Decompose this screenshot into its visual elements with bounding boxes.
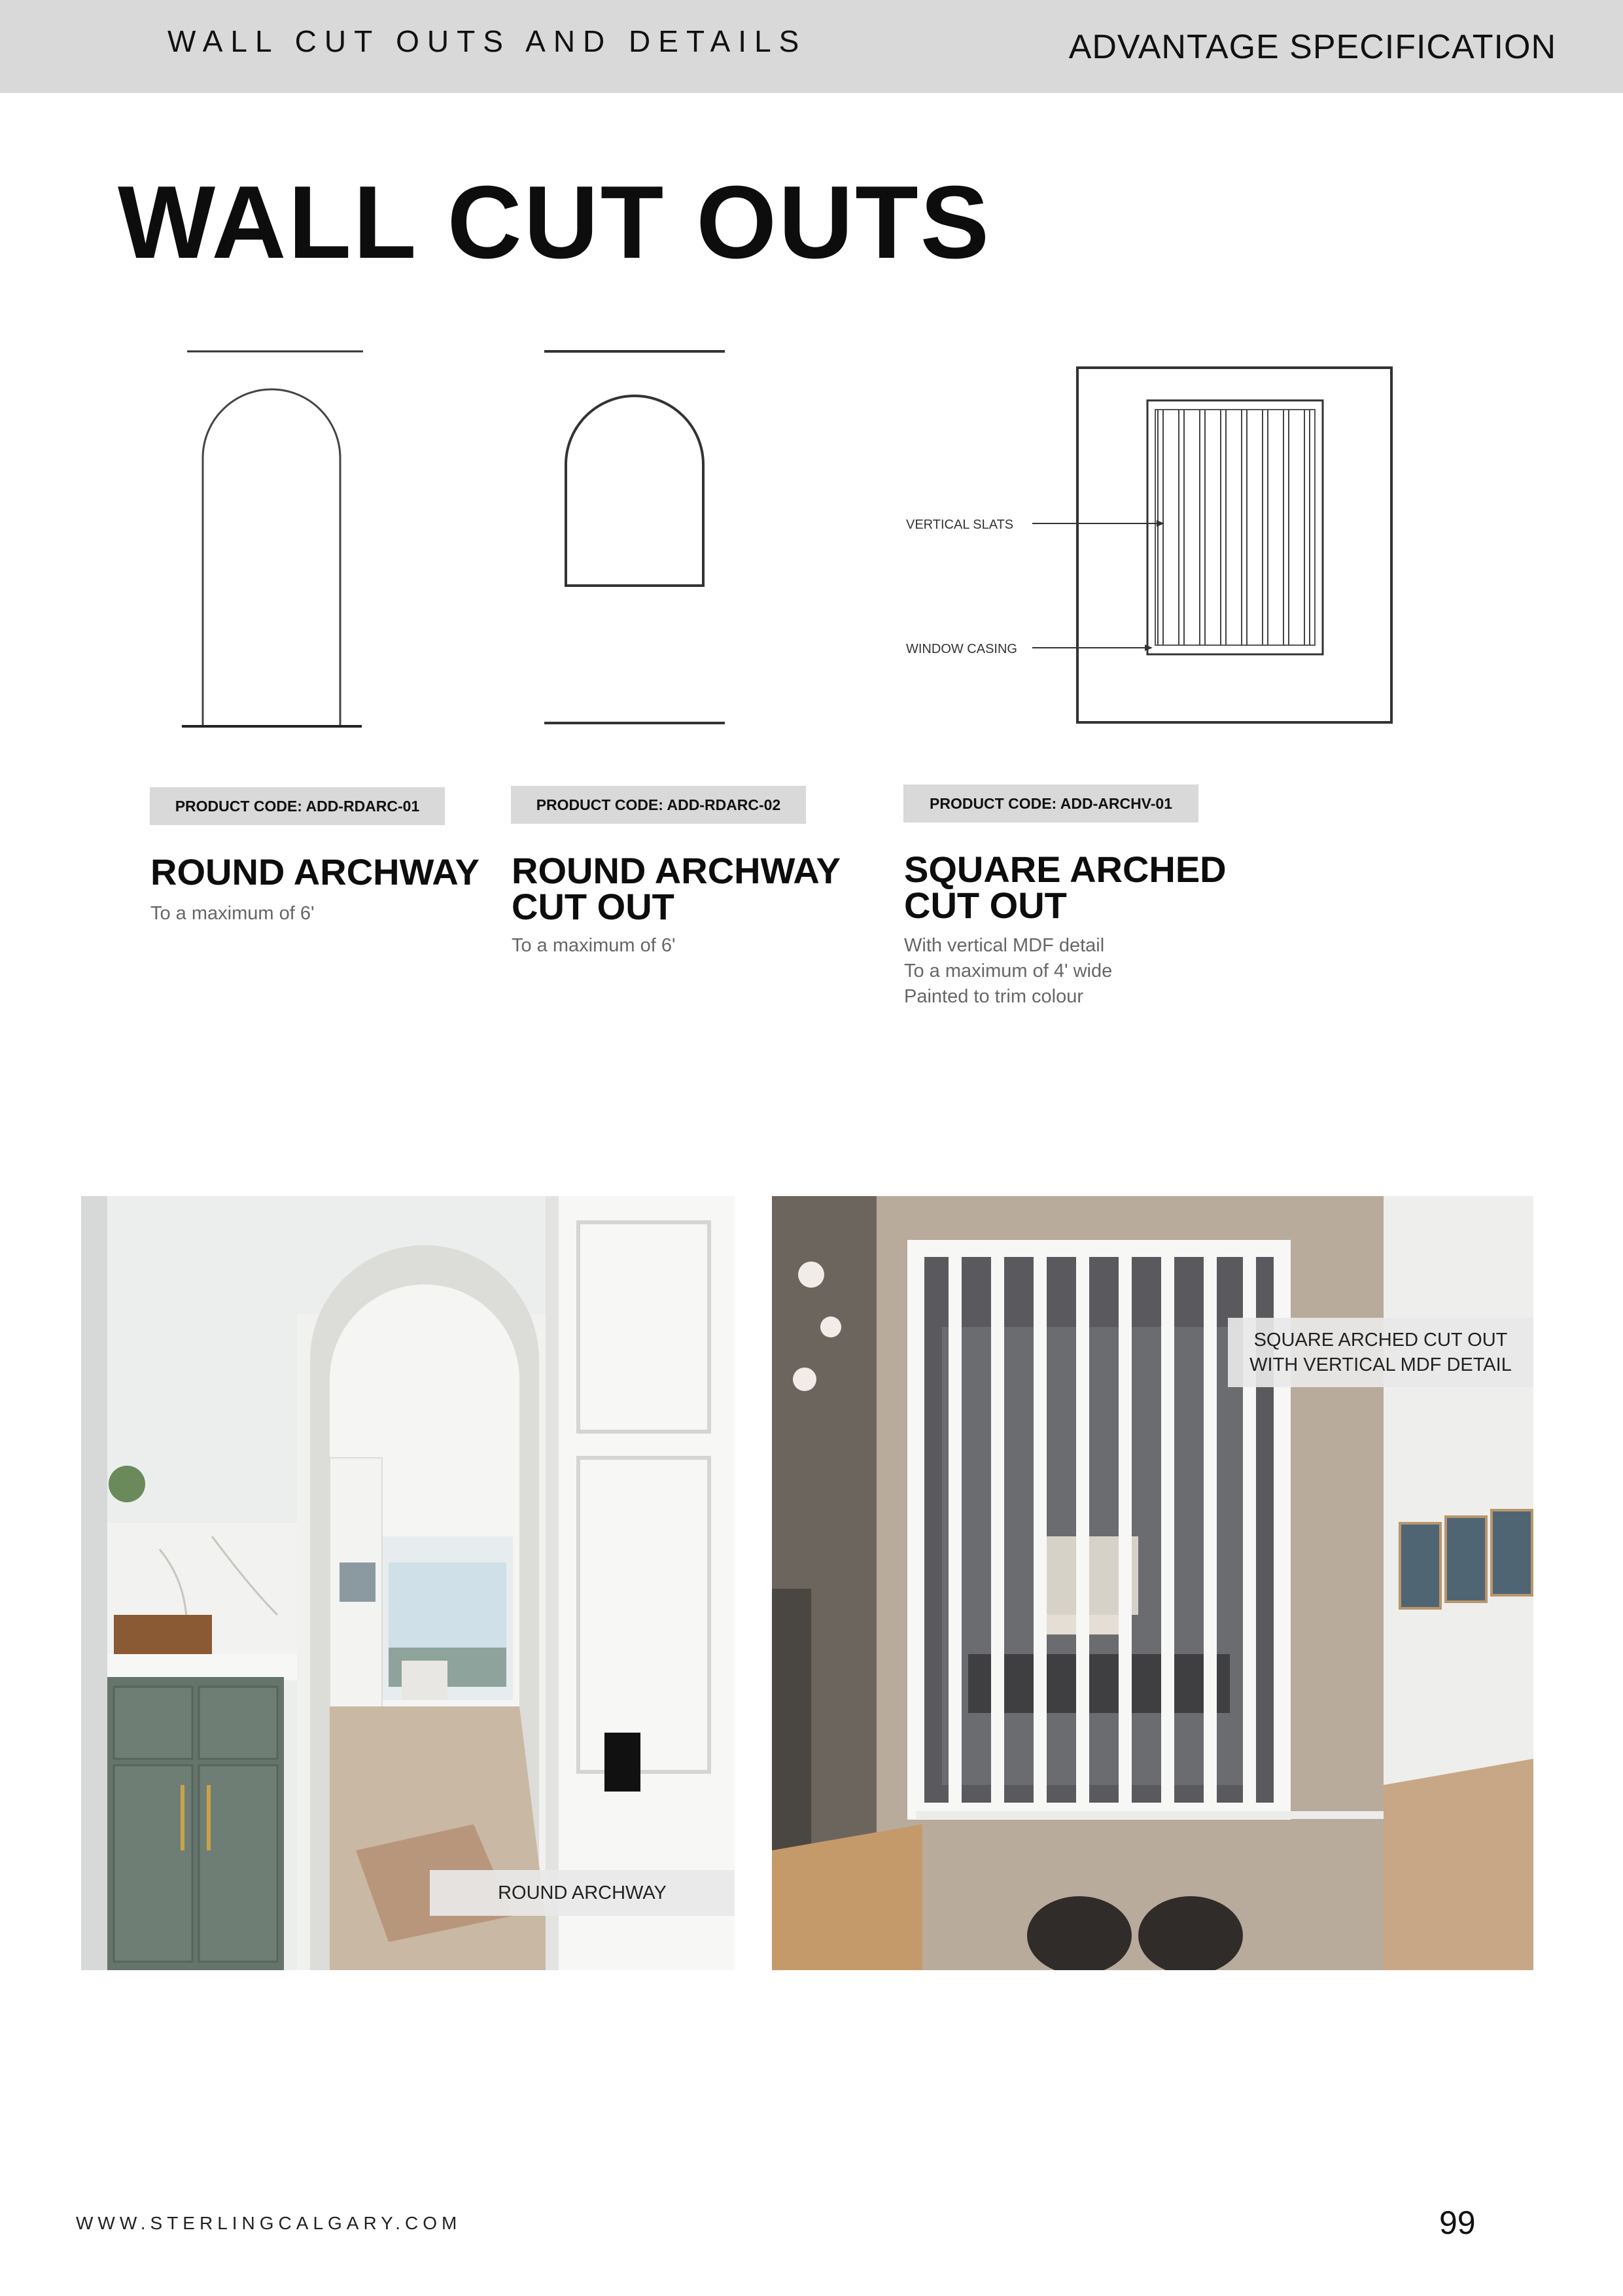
photo-caption-line: SQUARE ARCHED CUT OUT xyxy=(1253,1330,1508,1351)
product-code-badge: PRODUCT CODE: ADD-ARCHV-01 xyxy=(903,785,1198,822)
round-archway-drawing xyxy=(170,340,379,733)
product-name xyxy=(512,850,841,927)
vertical-slats-label: VERTICAL SLATS xyxy=(906,518,1014,532)
photo-caption xyxy=(430,1870,735,1916)
square-arched-cutout-photo xyxy=(772,1196,1533,1970)
square-arched-illustration xyxy=(772,1196,1533,1970)
product-name xyxy=(150,851,480,892)
product-name-line: SQUARE ARCHED xyxy=(904,849,1227,890)
product-detail-line: To a maximum of 6' xyxy=(512,935,676,956)
footer-website: WWW.STERLINGCALGARY.COM xyxy=(76,2213,462,2233)
round-archway-cutout-drawing xyxy=(536,340,746,733)
product-name-line: CUT OUT xyxy=(904,885,1067,926)
square-arched-cutout-drawing xyxy=(896,360,1400,733)
page-number: 99 xyxy=(1439,2204,1476,2241)
product-name-line: ROUND ARCHWAY xyxy=(512,850,841,891)
page-title: WALL CUT OUTS xyxy=(118,165,992,280)
product-detail-line: To a maximum of 6' xyxy=(150,903,315,924)
photo-caption xyxy=(1228,1318,1533,1387)
product-detail-line: With vertical MDF detail xyxy=(904,935,1105,956)
product-name xyxy=(904,849,1227,926)
section-title: WALL CUT OUTS AND DETAILS xyxy=(167,24,807,58)
product-code-badge: PRODUCT CODE: ADD-RDARC-01 xyxy=(150,787,445,825)
photo-caption-text: ROUND ARCHWAY xyxy=(498,1882,667,1903)
product-details xyxy=(904,933,1112,1010)
photo-caption-line: WITH VERTICAL MDF DETAIL xyxy=(1249,1354,1512,1375)
product-detail-line: To a maximum of 4' wide xyxy=(904,961,1113,981)
round-archway-photo xyxy=(81,1196,735,1970)
round-archway-illustration xyxy=(81,1196,735,1970)
window-casing-label: WINDOW CASING xyxy=(906,642,1017,656)
product-details xyxy=(150,901,315,927)
product-detail-line: Painted to trim colour xyxy=(904,986,1084,1007)
spec-title: ADVANTAGE SPECIFICATION xyxy=(1068,28,1556,66)
product-code-badge: PRODUCT CODE: ADD-RDARC-02 xyxy=(511,786,806,824)
product-name-line: ROUND ARCHWAY xyxy=(150,851,480,892)
product-details xyxy=(512,933,676,959)
product-name-line: CUT OUT xyxy=(512,886,674,927)
